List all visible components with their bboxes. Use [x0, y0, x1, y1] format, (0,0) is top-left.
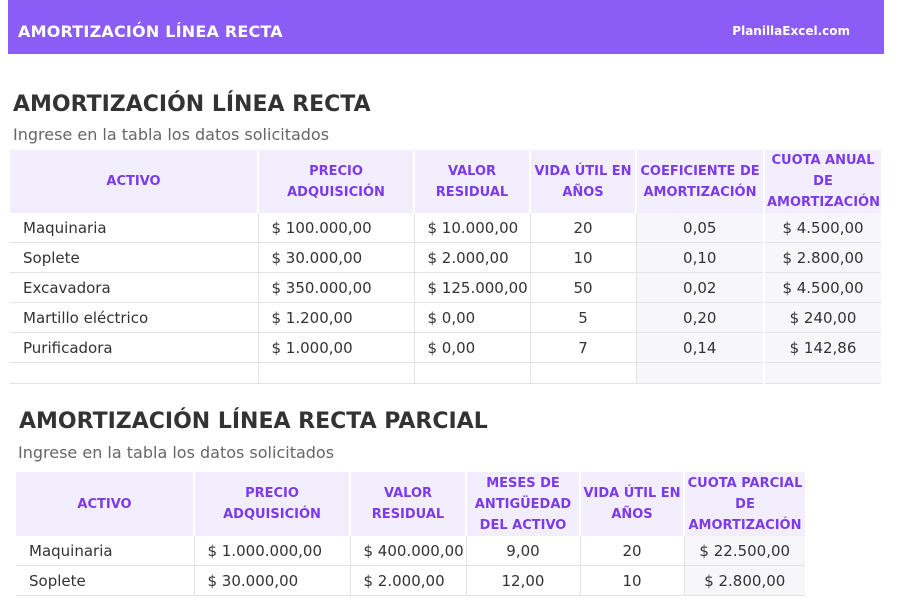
- column-header: VIDA ÚTIL EN AÑOS: [580, 472, 684, 536]
- column-header: COEFICIENTE DE AMORTIZACIÓN: [636, 150, 764, 213]
- column-header: ACTIVO: [16, 472, 194, 536]
- table-row: [16, 536, 806, 566]
- column-header: VALOR RESIDUAL: [350, 472, 466, 536]
- cell-vida-util[interactable]: 50: [530, 273, 636, 303]
- cell-cuota-parcial: $ 22.500,00: [684, 536, 806, 566]
- table-row-empty: [10, 363, 882, 384]
- cell-vida-util[interactable]: 7: [530, 333, 636, 363]
- cell-cuota-parcial: $ 2.800,00: [684, 566, 806, 596]
- column-header: CUOTA ANUAL DE AMORTIZACIÓN: [764, 150, 882, 213]
- cell-residual[interactable]: $ 10.000,00: [414, 213, 530, 243]
- cell-meses[interactable]: 12,00: [466, 566, 580, 596]
- cell-activo[interactable]: Excavadora: [10, 273, 258, 303]
- cell-vida-util[interactable]: 10: [530, 243, 636, 273]
- column-header: CUOTA PARCIAL DE AMORTIZACIÓN: [684, 472, 806, 536]
- cell-precio[interactable]: $ 100.000,00: [258, 213, 414, 243]
- cell-precio[interactable]: $ 1.000,00: [258, 333, 414, 363]
- cell-activo[interactable]: Soplete: [10, 243, 258, 273]
- empty-cell[interactable]: [258, 363, 414, 384]
- amortization-table: [10, 150, 883, 384]
- section1-subtitle: Ingrese en la tabla los datos solicitados: [13, 125, 330, 144]
- empty-cell[interactable]: [10, 363, 258, 384]
- empty-cell[interactable]: [530, 363, 636, 384]
- section2-title: AMORTIZACIÓN LÍNEA RECTA PARCIAL: [19, 409, 488, 434]
- cell-cuota: $ 142,86: [764, 333, 882, 363]
- cell-precio[interactable]: $ 30.000,00: [258, 243, 414, 273]
- column-header: PRECIO ADQUISICIÓN: [194, 472, 350, 536]
- cell-coeficiente: 0,02: [636, 273, 764, 303]
- cell-residual[interactable]: $ 0,00: [414, 333, 530, 363]
- cell-residual[interactable]: $ 125.000,00: [414, 273, 530, 303]
- brand-logo-text: PlanillaExcel.com: [732, 24, 850, 38]
- cell-residual[interactable]: $ 2.000,00: [350, 566, 466, 596]
- cell-vida-util[interactable]: 5: [530, 303, 636, 333]
- table-header-row: [16, 472, 806, 536]
- cell-activo[interactable]: Purificadora: [10, 333, 258, 363]
- cell-coeficiente: 0,10: [636, 243, 764, 273]
- cell-coeficiente: 0,14: [636, 333, 764, 363]
- cell-residual[interactable]: $ 2.000,00: [414, 243, 530, 273]
- cell-vida-util[interactable]: 20: [530, 213, 636, 243]
- cell-activo[interactable]: Maquinaria: [16, 536, 194, 566]
- column-header: ACTIVO: [10, 150, 258, 213]
- cell-precio[interactable]: $ 1.200,00: [258, 303, 414, 333]
- table-row: [10, 303, 882, 333]
- top-banner: [8, 0, 884, 54]
- column-header: VIDA ÚTIL EN AÑOS: [530, 150, 636, 213]
- column-header: VALOR RESIDUAL: [414, 150, 530, 213]
- empty-cell: [764, 363, 882, 384]
- cell-precio[interactable]: $ 350.000,00: [258, 273, 414, 303]
- cell-precio[interactable]: $ 1.000.000,00: [194, 536, 350, 566]
- banner-title: AMORTIZACIÓN LÍNEA RECTA: [18, 22, 283, 41]
- table-row: [10, 213, 882, 243]
- table-row: [16, 566, 806, 596]
- cell-cuota: $ 2.800,00: [764, 243, 882, 273]
- empty-cell: [636, 363, 764, 384]
- cell-residual[interactable]: $ 400.000,00: [350, 536, 466, 566]
- cell-coeficiente: 0,05: [636, 213, 764, 243]
- table-row: [10, 273, 882, 303]
- section1-title: AMORTIZACIÓN LÍNEA RECTA: [13, 92, 371, 117]
- cell-cuota: $ 4.500,00: [764, 213, 882, 243]
- table-row: [10, 333, 882, 363]
- cell-residual[interactable]: $ 0,00: [414, 303, 530, 333]
- cell-coeficiente: 0,20: [636, 303, 764, 333]
- cell-activo[interactable]: Maquinaria: [10, 213, 258, 243]
- cell-precio[interactable]: $ 30.000,00: [194, 566, 350, 596]
- cell-vida-util[interactable]: 10: [580, 566, 684, 596]
- cell-vida-util[interactable]: 20: [580, 536, 684, 566]
- section2-subtitle: Ingrese en la tabla los datos solicitados: [18, 443, 335, 462]
- cell-cuota: $ 240,00: [764, 303, 882, 333]
- cell-activo[interactable]: Soplete: [16, 566, 194, 596]
- column-header: PRECIO ADQUISICIÓN: [258, 150, 414, 213]
- table-header-row: [10, 150, 882, 213]
- table-row: [10, 243, 882, 273]
- partial-amortization-table: [16, 472, 807, 596]
- column-header: MESES DE ANTIGÜEDAD DEL ACTIVO: [466, 472, 580, 536]
- empty-cell[interactable]: [414, 363, 530, 384]
- cell-activo[interactable]: Martillo eléctrico: [10, 303, 258, 333]
- cell-meses[interactable]: 9,00: [466, 536, 580, 566]
- cell-cuota: $ 4.500,00: [764, 273, 882, 303]
